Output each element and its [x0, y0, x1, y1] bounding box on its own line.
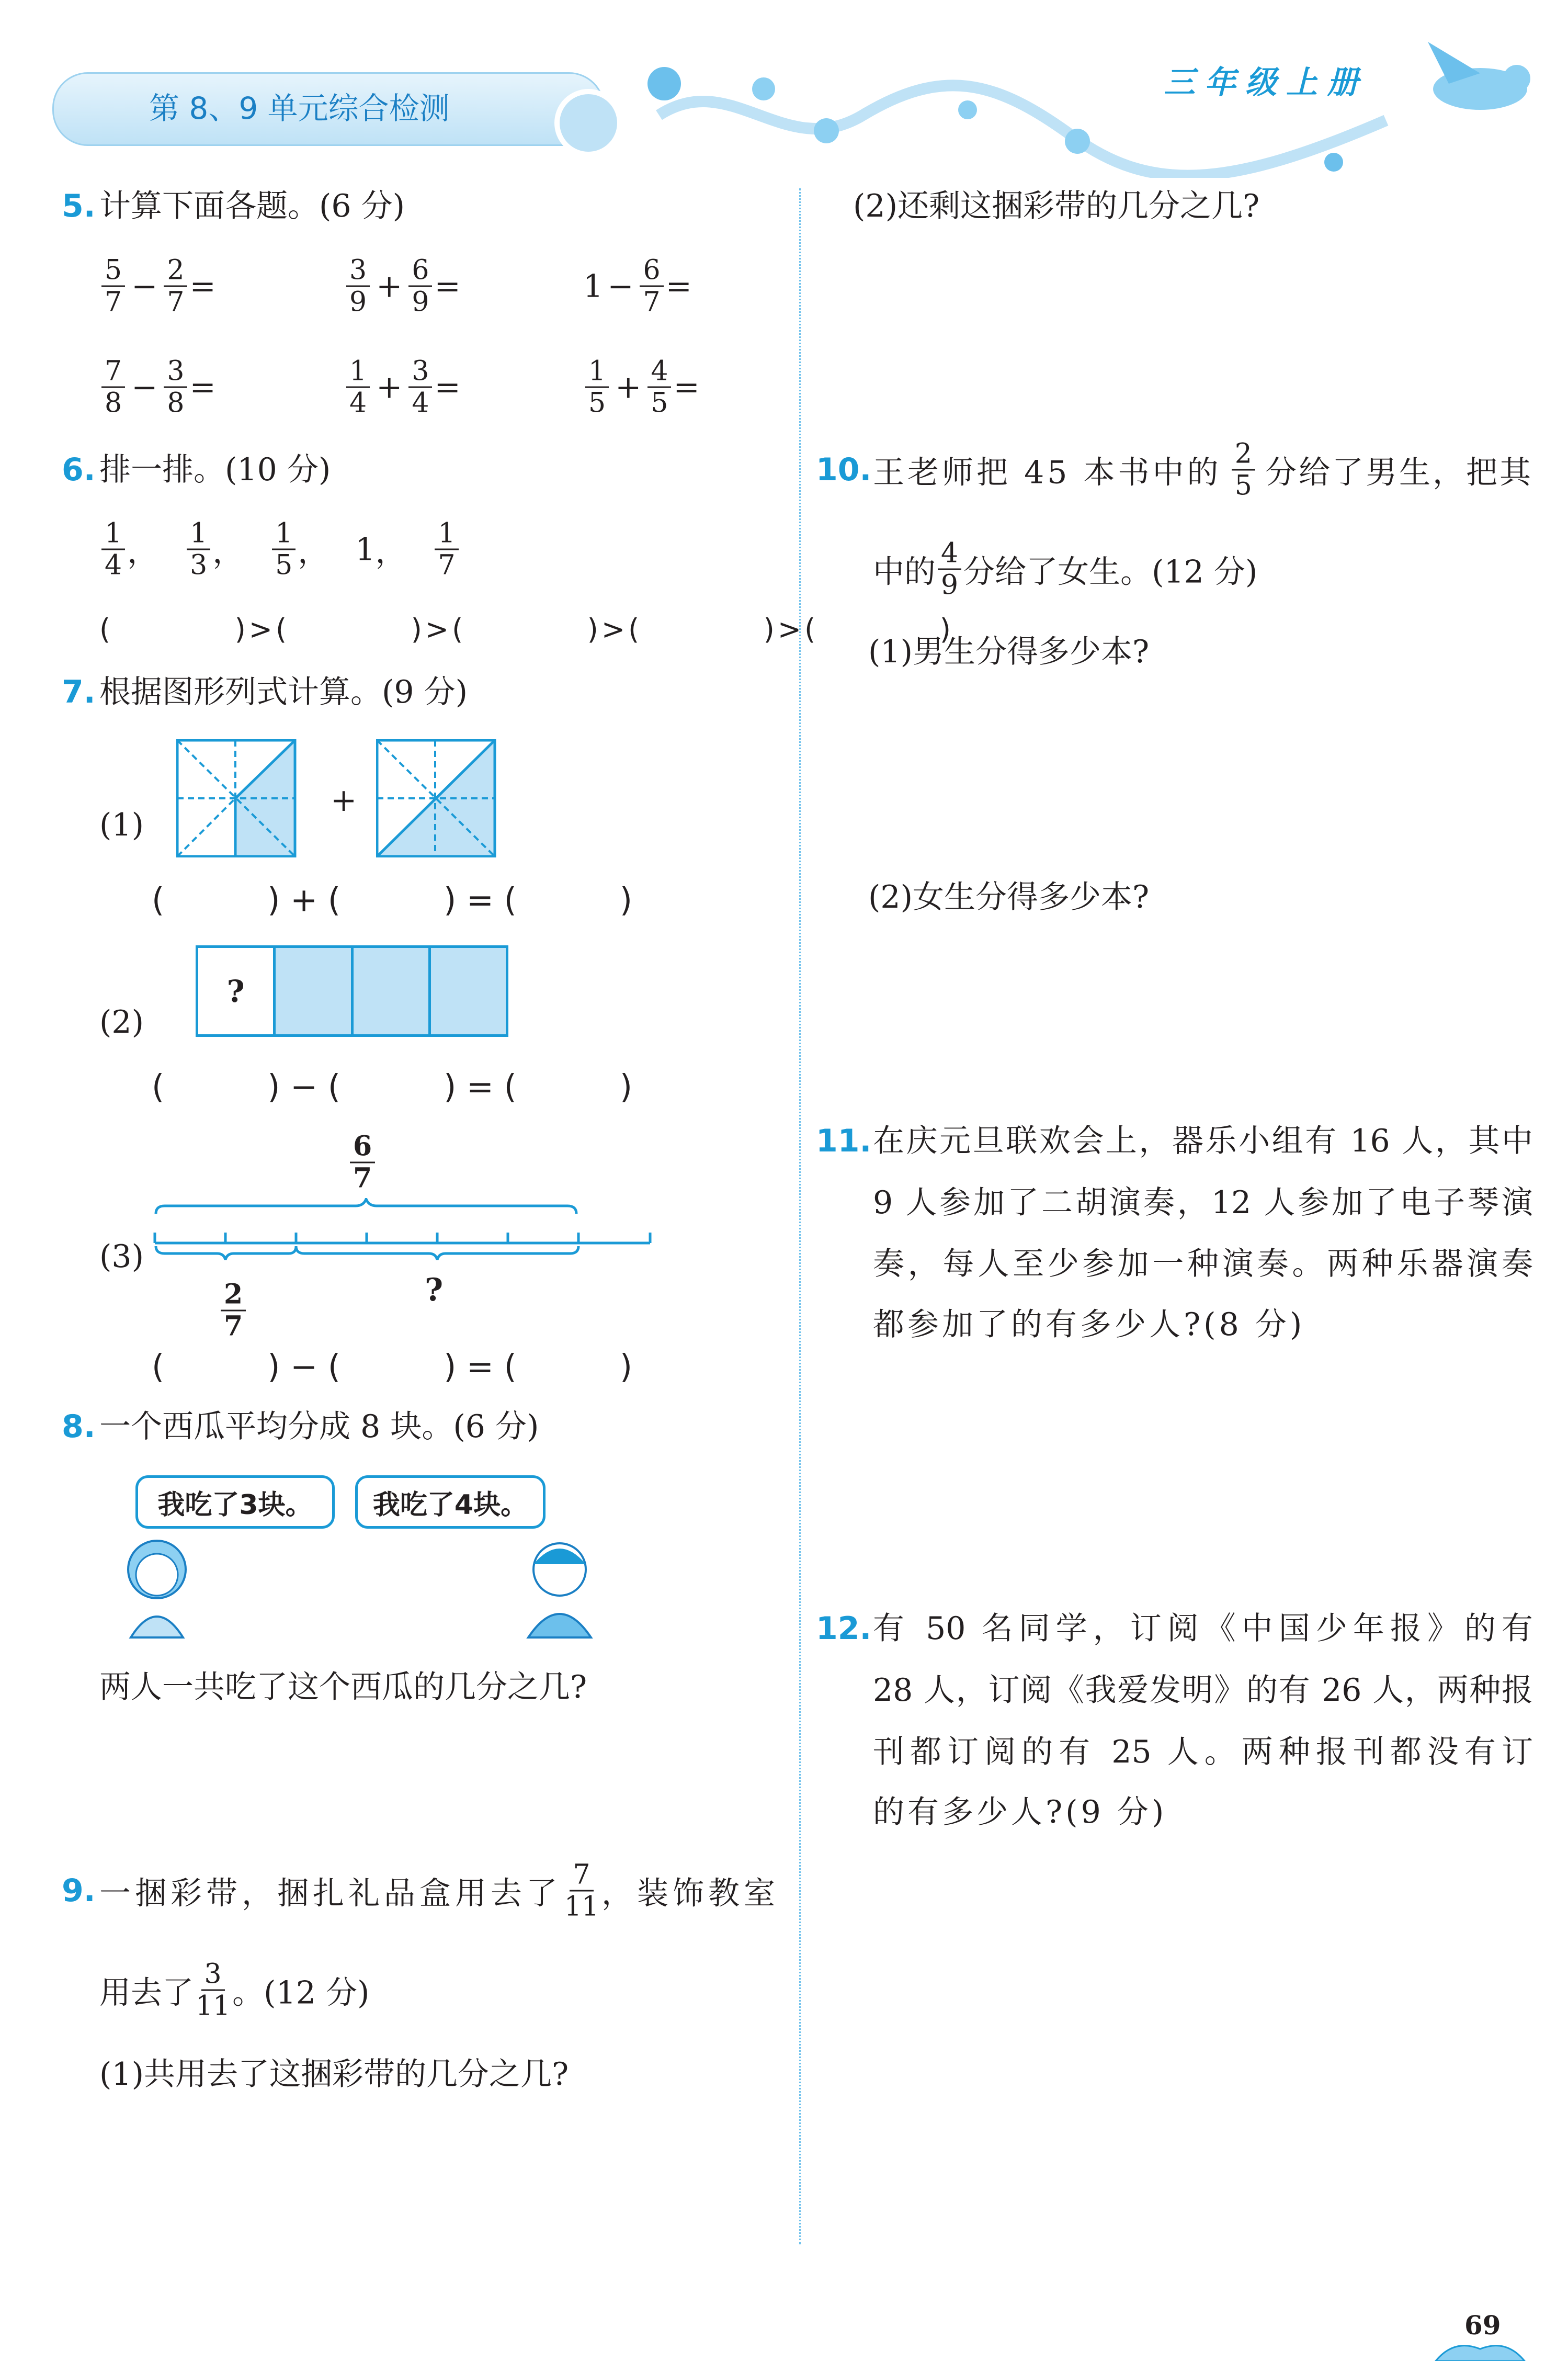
numerator: 1 [101, 518, 125, 550]
q5-item [99, 356, 216, 419]
q12-line: 有 50 名同学，订阅《中国少年报》的有 [873, 1610, 1533, 1647]
banner-end-circle [554, 89, 622, 157]
denominator: 5 [588, 387, 606, 419]
operator: + [615, 369, 642, 405]
equals: = [434, 268, 461, 304]
denominator: 8 [167, 387, 185, 419]
numerator: 3 [201, 1959, 225, 1991]
q5-number: 5. [62, 188, 96, 224]
q5-item [99, 255, 216, 318]
q9-line2 [99, 1959, 369, 2021]
text: 分给了男生，把其 [1265, 454, 1533, 491]
denominator: 9 [349, 286, 367, 318]
q6-fractions [99, 518, 461, 581]
denominator: 7 [353, 1162, 372, 1194]
page-number: 69 [1464, 2310, 1501, 2341]
separator: ， [212, 534, 244, 570]
denominator: 7 [643, 286, 661, 318]
text: 王老师把 45 本书中的 [873, 454, 1222, 491]
q12-line: 刊都订阅的有 25 人。两种报刊都没有订 [873, 1734, 1533, 1770]
operator: − [607, 268, 634, 304]
denominator: 8 [105, 387, 122, 419]
denominator: 5 [275, 549, 293, 581]
q10-number: 10. [816, 451, 872, 488]
girl-illustration [105, 1533, 214, 1643]
q11-number: 11. [816, 1123, 872, 1159]
q8-question: 两人一共吃了这个西瓜的几分之几? [99, 1669, 587, 1705]
numerator: 2 [1232, 439, 1255, 471]
q6-title: 排一排。(10 分) [99, 451, 331, 488]
question-mark: ? [226, 973, 245, 1009]
equals: = [665, 268, 692, 304]
q11-line: 都参加了的有多少人?(8 分) [873, 1306, 1305, 1343]
q12-line: 28 人，订阅《我爱发明》的有 26 人，两种报 [873, 1672, 1533, 1709]
column-divider [799, 188, 801, 2244]
numerator: 1 [187, 518, 210, 550]
q12-line: 的有多少人?(9 分) [873, 1794, 1167, 1831]
q10-sub2: (2)女生分得多少本? [868, 879, 1150, 916]
numerator: 1 [272, 518, 296, 550]
q7-part2-equation[interactable]: ( ) − ( ) = ( ) [152, 1067, 633, 1106]
denominator: 4 [349, 387, 367, 419]
operator: + [376, 268, 403, 304]
numerator: 4 [647, 356, 671, 388]
numerator: 3 [408, 356, 432, 388]
numerator: 1 [435, 518, 458, 550]
bar-segment [273, 948, 350, 1034]
separator: ， [127, 534, 159, 570]
text: 中的 [873, 553, 936, 590]
q7-left-fraction [219, 1280, 248, 1342]
bar-segment [428, 948, 506, 1034]
q11-line: 9 人参加了二胡演奏，12 人参加了电子琴演 [873, 1184, 1533, 1221]
whole-number: 1 [355, 531, 376, 568]
grade-label: 三年级上册 [1164, 64, 1368, 101]
numerator: 6 [350, 1132, 375, 1163]
operator: − [131, 268, 158, 304]
q11-line: 奏，每人至少参加一种演奏。两种乐器演奏 [873, 1246, 1533, 1282]
q9-sub2: (2)还剩这捆彩带的几分之几? [853, 188, 1260, 224]
equals: = [673, 369, 700, 405]
q6-answer-blanks[interactable]: ( )>( )>( )>( )>( ) [99, 613, 954, 646]
bar-segment [351, 948, 428, 1034]
q7-part1-label: (1) [99, 807, 144, 843]
q7-number: 7. [62, 674, 96, 710]
denominator: 5 [651, 387, 668, 419]
numerator: 1 [346, 356, 370, 388]
denominator: 7 [167, 286, 185, 318]
denominator: 3 [190, 549, 208, 581]
equals: = [189, 268, 216, 304]
numerator: 3 [164, 356, 187, 388]
numerator: 2 [221, 1280, 246, 1312]
denominator: 9 [941, 569, 959, 601]
q7-title: 根据图形列式计算。(9 分) [99, 674, 468, 710]
q5-title: 计算下面各题。(6 分) [99, 188, 405, 224]
q6-number: 6. [62, 451, 96, 488]
q5-item [344, 356, 461, 419]
text: 一捆彩带，捆扎礼品盒用去了 [99, 1875, 562, 1912]
denominator: 4 [105, 549, 122, 581]
q10-line2 [873, 538, 1257, 601]
denominator: 7 [105, 286, 122, 318]
speech-bubble-boy: 我吃了4块。 [355, 1475, 546, 1529]
denominator: 7 [224, 1310, 243, 1342]
bird-icon [1417, 37, 1538, 126]
q5-item [583, 255, 692, 318]
q8-number: 8. [62, 1408, 96, 1445]
denominator: 7 [438, 549, 456, 581]
bar-diagram [196, 945, 508, 1037]
denominator: 11 [196, 1990, 231, 2022]
q8-title: 一个西瓜平均分成 8 块。(6 分) [99, 1408, 539, 1445]
numerator: 6 [640, 255, 663, 287]
denominator: 4 [412, 387, 429, 419]
square-diagram-1 [176, 739, 297, 857]
numerator: 7 [570, 1860, 593, 1892]
operator: − [131, 369, 158, 405]
numerator: 6 [408, 255, 432, 287]
q9-number: 9. [62, 1872, 96, 1909]
q9-line1 [99, 1860, 779, 1922]
q11-line: 在庆元旦联欢会上，器乐小组有 16 人，其中 [873, 1123, 1533, 1159]
numerator: 7 [101, 356, 125, 388]
q7-part3-label: (3) [99, 1238, 144, 1275]
q7-part3-equation[interactable]: ( ) − ( ) = ( ) [152, 1347, 633, 1386]
boy-illustration [497, 1533, 607, 1643]
equals: = [189, 369, 216, 405]
book-icon [1433, 2339, 1527, 2361]
numerator: 1 [585, 356, 609, 388]
plus-sign: + [331, 782, 357, 819]
speech-bubble-girl: 我吃了3块。 [135, 1475, 335, 1529]
text: ，装饰教室 [601, 1875, 779, 1912]
q12-number: 12. [816, 1610, 872, 1647]
equals: = [434, 369, 461, 405]
q7-top-fraction [348, 1132, 377, 1194]
denominator: 9 [412, 286, 429, 318]
separator: ， [375, 534, 407, 570]
number-line-diagram [152, 1198, 659, 1261]
square-diagram-2 [376, 739, 496, 857]
q7-part1-equation[interactable]: ( ) + ( ) = ( ) [152, 880, 633, 919]
q9-sub1: (1)共用去了这捆彩带的几分之几? [99, 2056, 569, 2093]
text: 。(12 分) [232, 1974, 370, 2011]
q10-sub1: (1)男生分得多少本? [868, 634, 1150, 670]
question-mark: ? [425, 1272, 444, 1308]
q5-item [344, 255, 461, 318]
unit-title: 第 8、9 单元综合检测 [149, 91, 450, 126]
numerator: 4 [938, 538, 961, 570]
text: 分给了女生。(12 分) [963, 553, 1258, 590]
q10-line1 [873, 439, 1533, 501]
numerator: 5 [101, 255, 125, 287]
q5-item [583, 356, 700, 419]
q7-part2-label: (2) [99, 1004, 144, 1041]
operator: + [376, 369, 403, 405]
separator: ， [298, 534, 329, 570]
numerator: 2 [164, 255, 187, 287]
denominator: 5 [1234, 470, 1252, 502]
text: 用去了 [99, 1974, 194, 2011]
bar-segment-unknown [198, 948, 273, 1034]
denominator: 11 [564, 1891, 599, 1923]
whole-number: 1 [583, 268, 604, 304]
numerator: 3 [346, 255, 370, 287]
